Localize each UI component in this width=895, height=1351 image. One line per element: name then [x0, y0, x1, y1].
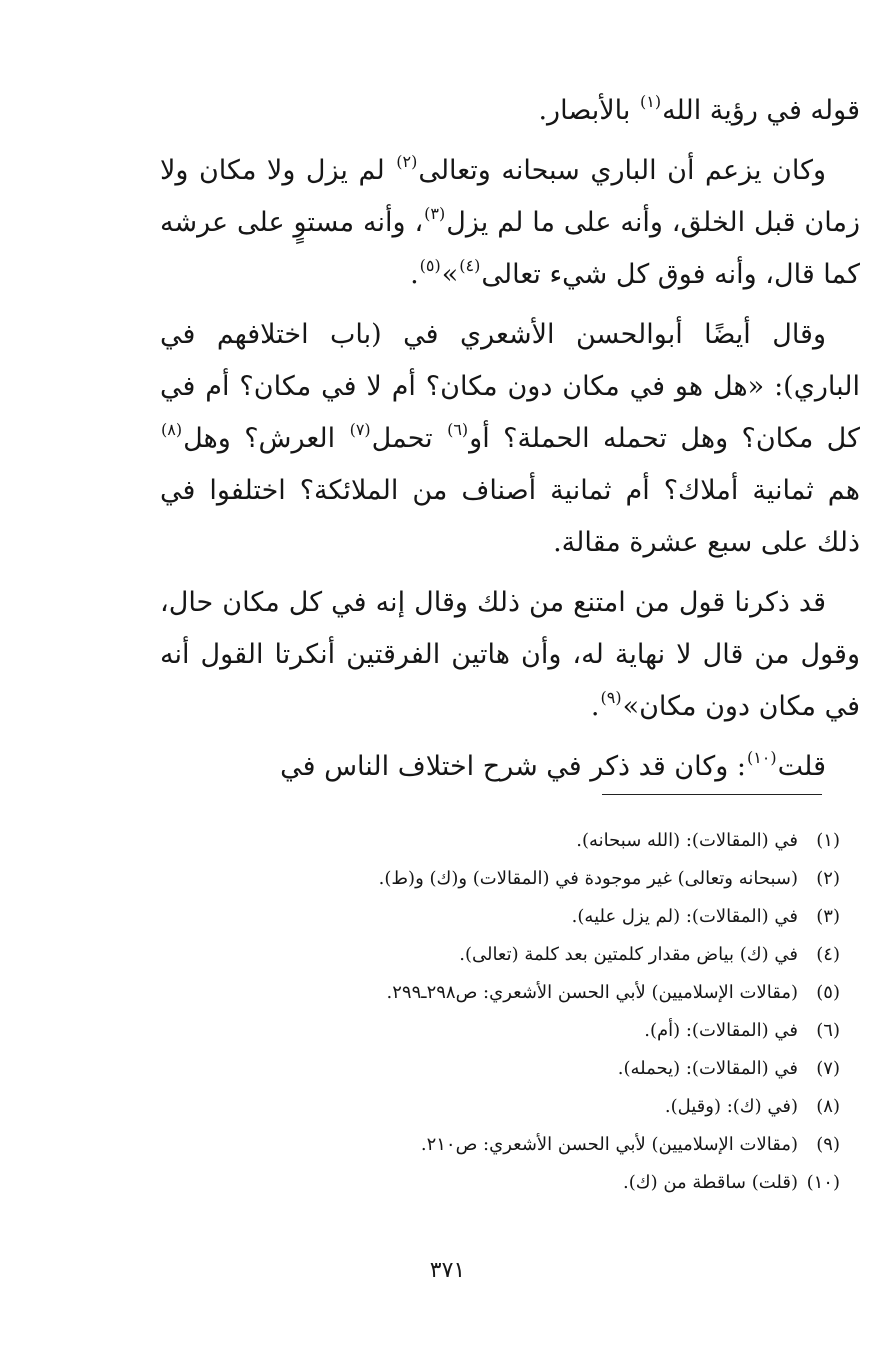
- footnote-item: [160, 1126, 840, 1164]
- paragraph-5: [160, 741, 860, 793]
- paragraph-1: [160, 85, 860, 137]
- footnote-ref-9[interactable]: (٩): [600, 688, 622, 707]
- footnote-number: (٩): [816, 1134, 840, 1155]
- paragraph-2: [160, 145, 860, 301]
- footnote-number: (٦): [816, 1020, 840, 1041]
- footnote-item: [160, 822, 840, 860]
- footnote-ref-10[interactable]: (١٠): [746, 748, 777, 767]
- footnote-divider: [602, 794, 822, 795]
- paragraph-3: [160, 309, 860, 569]
- footnote-text: في (المقالات): (يحمله).: [617, 1058, 798, 1079]
- footnote-item: [160, 898, 840, 936]
- footnote-item: [160, 1088, 840, 1126]
- footnote-ref-3[interactable]: (٣): [424, 204, 446, 223]
- text-run: العرش؟ وهل: [183, 423, 349, 454]
- text-run: هم ثمانية أملاك؟ أم ثمانية أصناف من الملائكة؟ اختلفوا في ذلك على سبع عشرة مقالة.: [160, 475, 860, 558]
- footnote-ref-6[interactable]: (٦): [447, 420, 469, 439]
- footnote-text: (مقالات الإسلاميين) لأبي الحسن الأشعري: ص٢٩٨ـ٢٩٩.: [386, 982, 798, 1003]
- text-run: وقال أيضًا أبوالحسن الأشعري في (باب اختلافهم في الباري): «هل هو في مكان دون مكان؟ أم لا في مكان؟ أم في كل مكان؟ وهل تحمله الحملة؟ أو: [160, 319, 860, 454]
- footnote-text: (مقالات الإسلاميين) لأبي الحسن الأشعري: ص٢١٠.: [420, 1134, 798, 1155]
- footnote-item: [160, 1012, 840, 1050]
- footnote-item: [160, 1050, 840, 1088]
- text-run: .: [590, 691, 600, 722]
- footnote-text: (سبحانه وتعالى) غير موجودة في (المقالات) و(ك) و(ط).: [378, 868, 798, 889]
- text-run: : وكان قد ذكر في شرح اختلاف الناس في: [280, 751, 746, 782]
- footnote-number: (٣): [816, 906, 840, 927]
- footnote-ref-1[interactable]: (١): [639, 92, 662, 111]
- text-run: قوله في رؤية الله: [662, 95, 860, 126]
- text-run: قلت: [777, 751, 826, 782]
- footnote-ref-2[interactable]: (٢): [396, 152, 418, 171]
- footnote-ref-7[interactable]: (٧): [349, 420, 371, 439]
- footnote-item: [160, 974, 840, 1012]
- main-text: [160, 85, 860, 801]
- footnote-number: (٤): [816, 944, 840, 965]
- footnote-number: (٧): [816, 1058, 840, 1079]
- footnote-text: في (المقالات): (لم يزل عليه).: [571, 906, 798, 927]
- footnote-number: (٥): [816, 982, 840, 1003]
- text-run: .: [410, 259, 419, 290]
- footnote-number: (١): [816, 830, 840, 851]
- page-number: ٣٧١: [429, 1258, 466, 1283]
- footnote-number: (٢): [816, 868, 840, 889]
- text-run: وكان يزعم أن الباري سبحانه وتعالى: [418, 155, 826, 186]
- footnote-number: (١٠): [806, 1172, 840, 1193]
- text-run: قد ذكرنا قول من امتنع من ذلك وقال إنه في كل مكان حال، وقول من قال لا نهاية له، وأن هاتين الفرقتين أنكرتا القول أنه في مكان دون مكان»: [160, 587, 860, 722]
- footnote-ref-5[interactable]: (٥): [419, 256, 441, 275]
- footnote-item: [160, 860, 840, 898]
- footnote-text: في (المقالات): (الله سبحانه).: [576, 830, 798, 851]
- footnote-text: في (المقالات): (أم).: [644, 1020, 798, 1041]
- text-run: لم يزل ولا مكان ولا زمان قبل الخلق، وأنه على ما لم يزل: [160, 155, 860, 238]
- footnote-item: [160, 936, 840, 974]
- text-run: تحمل: [371, 423, 447, 454]
- footnote-text: في (ك) بياض مقدار كلمتين بعد كلمة (تعالى).: [459, 944, 798, 965]
- text-run: »: [441, 259, 459, 290]
- footnote-text: (قلت) ساقطة من (ك).: [623, 1172, 798, 1193]
- paragraph-4: [160, 577, 860, 733]
- footnote-number: (٨): [816, 1096, 840, 1117]
- text-run: بالأبصار.: [538, 95, 639, 126]
- footnotes: [160, 822, 840, 1202]
- footnote-ref-4[interactable]: (٤): [459, 256, 481, 275]
- footnote-item: [160, 1164, 840, 1202]
- footnote-text: (في (ك): (وقيل).: [664, 1096, 798, 1117]
- text-run: ، وأنه مستوٍ على عرشه كما قال، وأنه فوق كل شيء تعالى: [160, 207, 860, 290]
- footnote-ref-8[interactable]: (٨): [161, 420, 183, 439]
